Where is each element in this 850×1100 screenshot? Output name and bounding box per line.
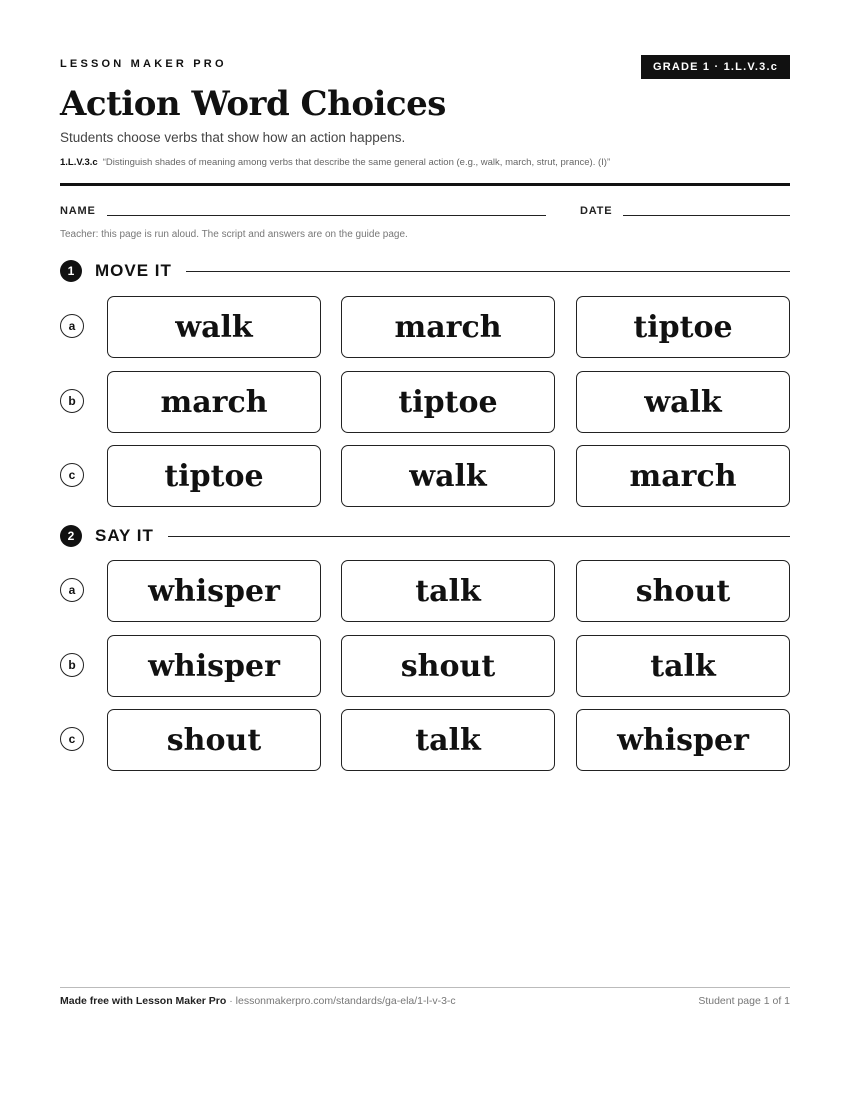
row-letter-badge: a xyxy=(60,314,84,338)
name-label: NAME xyxy=(60,205,96,217)
choice-box[interactable]: tiptoe xyxy=(576,296,790,358)
section-title: MOVE IT xyxy=(95,261,172,280)
choice-box[interactable]: whisper xyxy=(576,709,790,771)
choice-box[interactable]: shout xyxy=(576,560,790,622)
brand-name: LESSON MAKER PRO xyxy=(60,58,227,70)
footer-separator: · xyxy=(226,995,236,1007)
footer-brand: Made free with Lesson Maker Pro xyxy=(60,995,227,1007)
choice-box[interactable]: walk xyxy=(341,445,555,507)
choice-box[interactable]: march xyxy=(107,371,321,433)
choice-box[interactable]: shout xyxy=(341,635,555,697)
grade-badge: GRADE 1 · 1.L.V.3.c xyxy=(641,55,790,79)
date-label: DATE xyxy=(580,205,613,217)
standard-line xyxy=(60,157,610,168)
question-row xyxy=(60,296,790,358)
section-move-it-header xyxy=(60,260,790,282)
choice-box[interactable]: walk xyxy=(576,371,790,433)
standard-code: 1.L.V.3.c xyxy=(60,157,98,168)
row-letter-badge: c xyxy=(60,463,84,487)
section-divider xyxy=(168,536,790,537)
choice-box[interactable]: whisper xyxy=(107,635,321,697)
choice-box[interactable]: whisper xyxy=(107,560,321,622)
page-title: Action Word Choices xyxy=(60,84,446,124)
question-row xyxy=(60,635,790,697)
section-number: 2 xyxy=(60,525,82,547)
date-field[interactable] xyxy=(623,215,790,216)
question-row xyxy=(60,709,790,771)
choice-box[interactable]: march xyxy=(576,445,790,507)
question-row xyxy=(60,445,790,507)
choice-box[interactable]: walk xyxy=(107,296,321,358)
footer-credit xyxy=(60,995,456,1007)
choice-box[interactable]: tiptoe xyxy=(107,445,321,507)
choice-box[interactable]: march xyxy=(341,296,555,358)
row-letter-badge: b xyxy=(60,389,84,413)
teacher-note: Teacher: this page is run aloud. The script and answers are on the guide page. xyxy=(60,229,408,240)
question-row xyxy=(60,371,790,433)
section-number: 1 xyxy=(60,260,82,282)
page-subtitle: Students choose verbs that show how an action happens. xyxy=(60,130,406,145)
choice-box[interactable]: tiptoe xyxy=(341,371,555,433)
choice-box[interactable]: talk xyxy=(341,560,555,622)
worksheet-page xyxy=(60,0,790,1100)
footer-url[interactable]: lessonmakerpro.com/standards/ga-ela/1-l-v-3-c xyxy=(235,995,456,1007)
row-letter-badge: a xyxy=(60,578,84,602)
name-field[interactable] xyxy=(107,215,546,216)
footer-divider xyxy=(60,987,790,988)
choice-box[interactable]: talk xyxy=(341,709,555,771)
standard-text: “Distinguish shades of meaning among verbs that describe the same general action (e.g., walk, march, strut, prance). (I)” xyxy=(102,157,611,168)
footer-page-label: Student page 1 of 1 xyxy=(698,995,790,1007)
question-row xyxy=(60,560,790,622)
section-title: SAY IT xyxy=(95,526,154,545)
choice-box[interactable]: talk xyxy=(576,635,790,697)
section-say-it-header xyxy=(60,525,790,547)
choice-box[interactable]: shout xyxy=(107,709,321,771)
section-divider xyxy=(186,271,790,272)
header-divider xyxy=(60,183,790,186)
row-letter-badge: b xyxy=(60,653,84,677)
row-letter-badge: c xyxy=(60,727,84,751)
